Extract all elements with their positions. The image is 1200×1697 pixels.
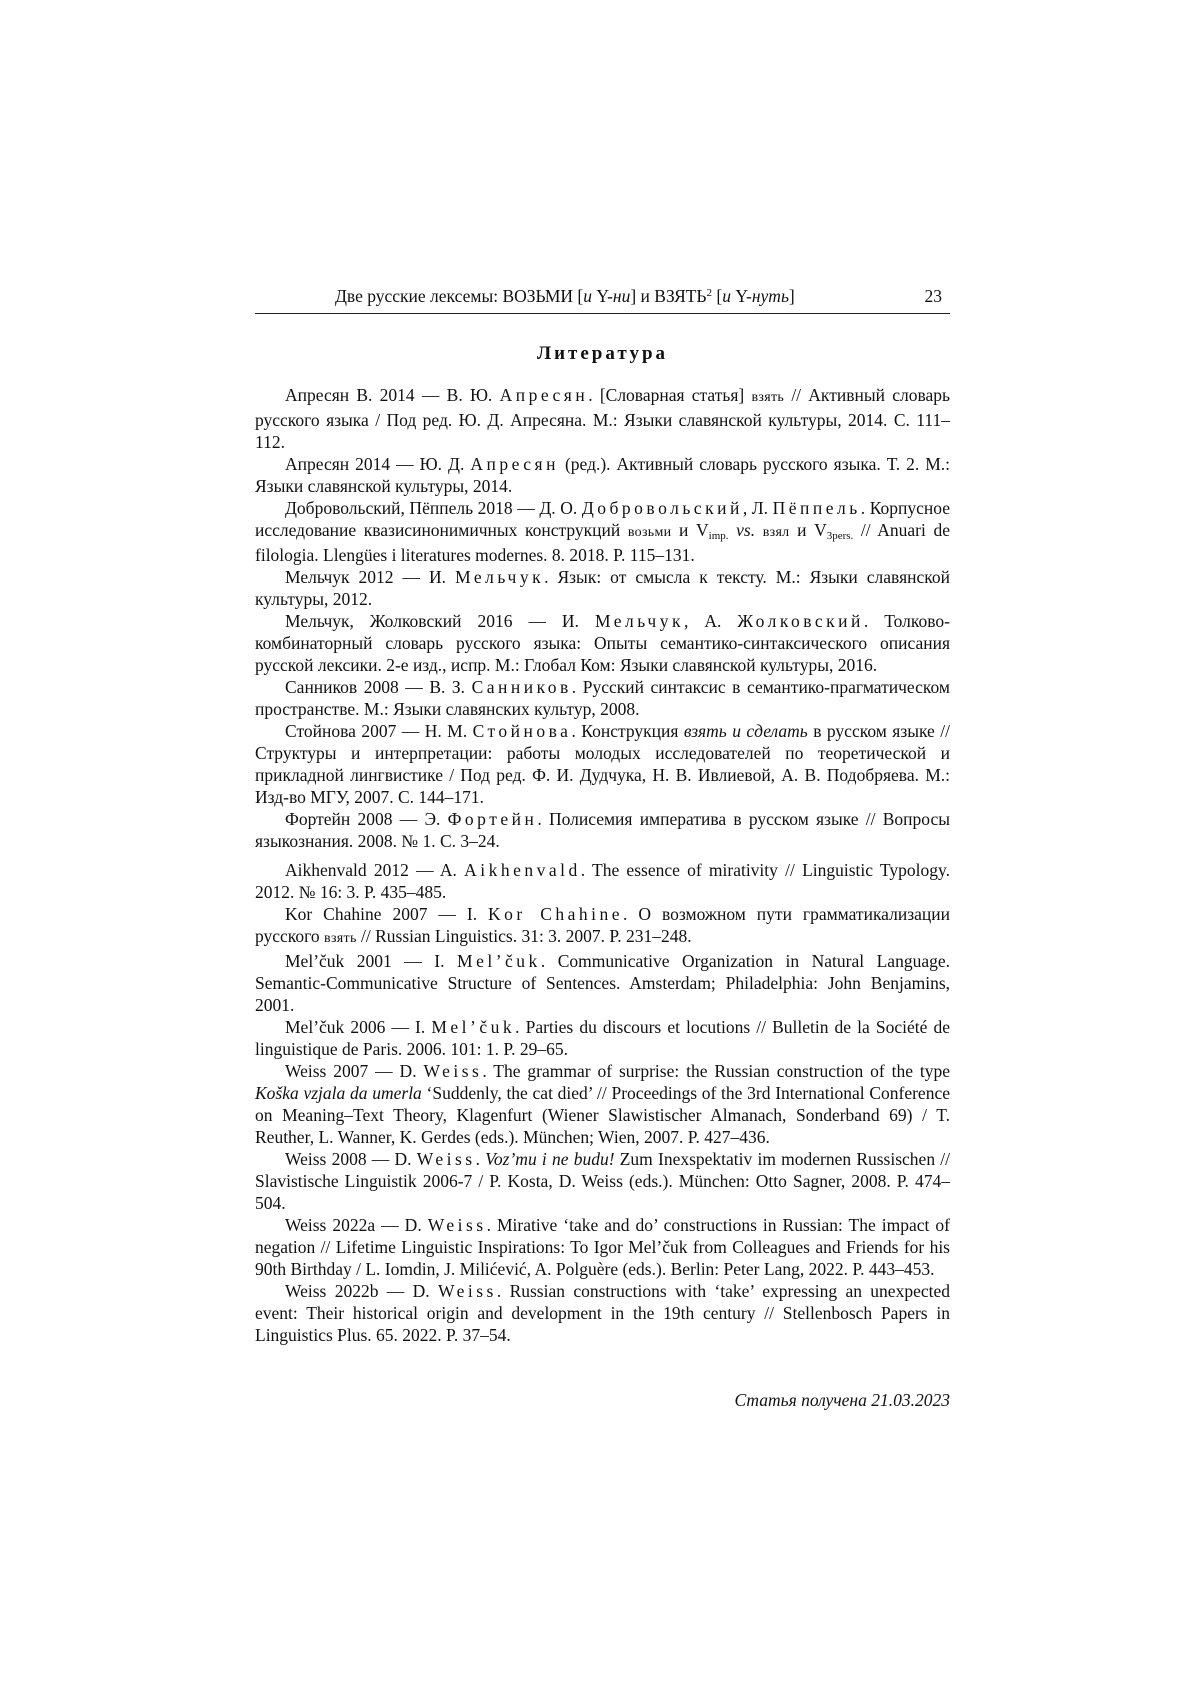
reference-list xyxy=(255,384,950,1346)
running-title: Две русские лексемы: ВОЗЬМИ [и Y-ни] и ВЗЯТЬ$^2$ [и Y-нуть] xyxy=(335,286,795,306)
received-date: Статья получена 21.03.2023 xyxy=(734,1390,950,1410)
reference-item: Mel’čuk 2001 — I. Mel’čuk. Communicative Organization in Natural Language. Semantic-Communicative Structure of Sentences. Amsterdam; Philadelphia: John Benjamins, 2001. xyxy=(255,951,950,1015)
running-header xyxy=(255,283,950,314)
reference-item: Weiss 2007 — D. Weiss. The grammar of surprise: the Russian construction of the type Koška vzjala da umerla ‘Suddenly, the cat died’ // Proceedings of the 3rd International Conference on Meaning–Text Theory, Klagenfurt (Wiener Slawistischer Almanach, Sonderband 69) / T. Reuther, L. Wanner, K. Gerdes (eds.). München; Wien, 2007. P. 427–436. xyxy=(255,1061,950,1147)
reference-item: Фортейн 2008 — Э. Фортейн. Полисемия императива в русском языке // Вопросы языкознания. 2008. № 1. С. 3–24. xyxy=(255,809,951,851)
reference-item: Mel’čuk 2006 — I. Mel’čuk. Parties du discours et locutions // Bulletin de la Société de linguistique de Paris. 2006. 101: 1. P. 29–65. xyxy=(255,1017,950,1059)
reference-item: Kor Chahine 2007 — I. Kor Chahine. О возможном пути грамматикализации русского взять // Russian Linguistics. 31: 3. 2007. P. 231–248. xyxy=(255,904,950,946)
section-title: Литература xyxy=(536,343,669,364)
reference-item: Апресян 2014 — Ю. Д. Апресян (ред.). Активный словарь русского языка. Т. 2. М.: Языки славянской культуры, 2014. xyxy=(255,454,950,496)
reference-item: Aikhenvald 2012 — A. Aikhenvald. The essence of mirativity // Linguistic Typology. 2012. № 16: 3. P. 435–485. xyxy=(255,860,950,902)
reference-item: Санников 2008 — В. З. Санников. Русский синтаксис в семантико-прагматическом пространстве. М.: Языки славянских культур, 2008. xyxy=(255,677,950,719)
reference-item: Стойнова 2007 — Н. М. Стойнова. Конструкция взять и сделать в русском языке // Структуры и интерпретации: работы молодых исследователей по теоретической и прикладной лингвистике / Под ред. Ф. И. Дудчука, Н. В. Ивлиевой, А. В. Подобряева. М.: Изд-во МГУ, 2007. С. 144–171. xyxy=(255,721,950,807)
reference-item: Добровольский, Пёппель 2018 — Д. О. Добровольский, Л. Пёппель. Корпусное исследование квазисинонимичных конструкций возьми и $V_{imp.}$ vs. взял и $V_{3pers.}$ // Anuari de filologia. Llengües i literatures modernes. 8. 2018. P. 115–131. xyxy=(255,498,950,565)
reference-item: Weiss 2022b — D. Weiss. Russian constructions with ‘take’ expressing an unexpected event: Their historical origin and development in the 19th century // Stellenbosch Papers in Linguistics Plus. 65. 2022. P. 37–54. xyxy=(255,1281,950,1345)
reference-item: Мельчук, Жолковский 2016 — И. Мельчук, А. Жолковский. Толково-комбинаторный словарь русского языка: Опыты семантико-синтаксического описания русской лексики. 2-е изд., испр. М.: Глобал Ком: Языки славянской культуры, 2016. xyxy=(255,611,950,675)
group-divider xyxy=(255,852,950,859)
reference-item: Мельчук 2012 — И. Мельчук. Язык: от смысла к тексту. М.: Языки славянской культуры, 2012. xyxy=(255,567,950,609)
page-number: 23 xyxy=(924,286,942,306)
reference-item: Апресян В. 2014 — В. Ю. Апресян. [Словарная статья] взять // Активный словарь русского языка / Под ред. Ю. Д. Апресяна. М.: Языки славянской культуры, 2014. С. 111–112. xyxy=(255,385,950,452)
reference-item: Weiss 2022a — D. Weiss. Mirative ‘take and do’ constructions in Russian: The impact of negation // Lifetime Linguistic Inspirations: To Igor Mel’čuk from Colleagues and Friends for his 90th Birthday / L. Iomdin, J. Milićević, A. Polguère (eds.). Berlin: Peter Lang, 2022. P. 443–453. xyxy=(255,1215,950,1279)
reference-item: Weiss 2008 — D. Weiss. Voz’mu i ne budu! Zum Inexspektativ im modernen Russischen // Slavistische Linguistik 2006-7 / P. Kosta, D. Weiss (eds.). München: Otto Sagner, 2008. P. 474–504. xyxy=(255,1149,951,1213)
